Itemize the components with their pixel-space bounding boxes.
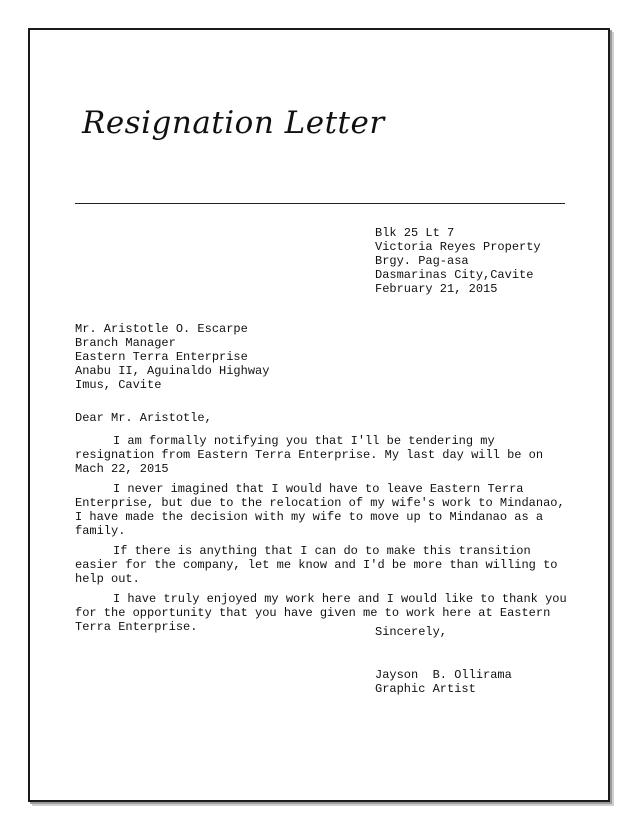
sender-address-line: Blk 25 Lt 7 <box>375 226 455 240</box>
sender-address <box>375 226 541 296</box>
signature-title: Graphic Artist <box>375 682 476 696</box>
body-paragraph: I never imagined that I would have to leave Eastern Terra Enterprise, but due to the relocation of my wife's work to Mindanao, I have made the decision with my wife to move up to Mindanao as a family. <box>75 482 565 538</box>
recipient-address <box>75 322 269 392</box>
letter-page <box>28 28 610 802</box>
sender-address-line: Dasmarinas City,Cavite <box>375 268 534 282</box>
recipient-name: Mr. Aristotle O. Escarpe <box>75 322 248 336</box>
recipient-street: Anabu II, Aguinaldo Highway <box>75 364 270 378</box>
signature-block <box>375 668 512 696</box>
letter-date: February 21, 2015 <box>375 282 498 296</box>
signature-name: Jayson B. Ollirama <box>375 668 512 682</box>
salutation: Dear Mr. Aristotle, <box>75 411 212 425</box>
sender-address-line: Brgy. Pag-asa <box>375 254 469 268</box>
sender-address-line: Victoria Reyes Property <box>375 240 541 254</box>
title-divider <box>75 203 565 204</box>
recipient-position: Branch Manager <box>75 336 176 350</box>
recipient-company: Eastern Terra Enterprise <box>75 350 248 364</box>
letter-title: Resignation Letter <box>82 105 385 141</box>
closing: Sincerely, <box>375 625 448 639</box>
body-paragraph: If there is anything that I can do to make this transition easier for the company, let me know and I'd be more than willing to help out. <box>75 544 558 586</box>
body-paragraph: I have truly enjoyed my work here and I would like to thank you for the opportunity that you have given me to work here at Eastern Terra Enterprise. <box>75 592 567 634</box>
body-paragraph: I am formally notifying you that I'll be tendering my resignation from Eastern Terra Enterprise. My last day will be on Mach 22, 2015 <box>75 434 544 476</box>
recipient-city: Imus, Cavite <box>75 378 162 392</box>
letter-body <box>75 434 570 640</box>
